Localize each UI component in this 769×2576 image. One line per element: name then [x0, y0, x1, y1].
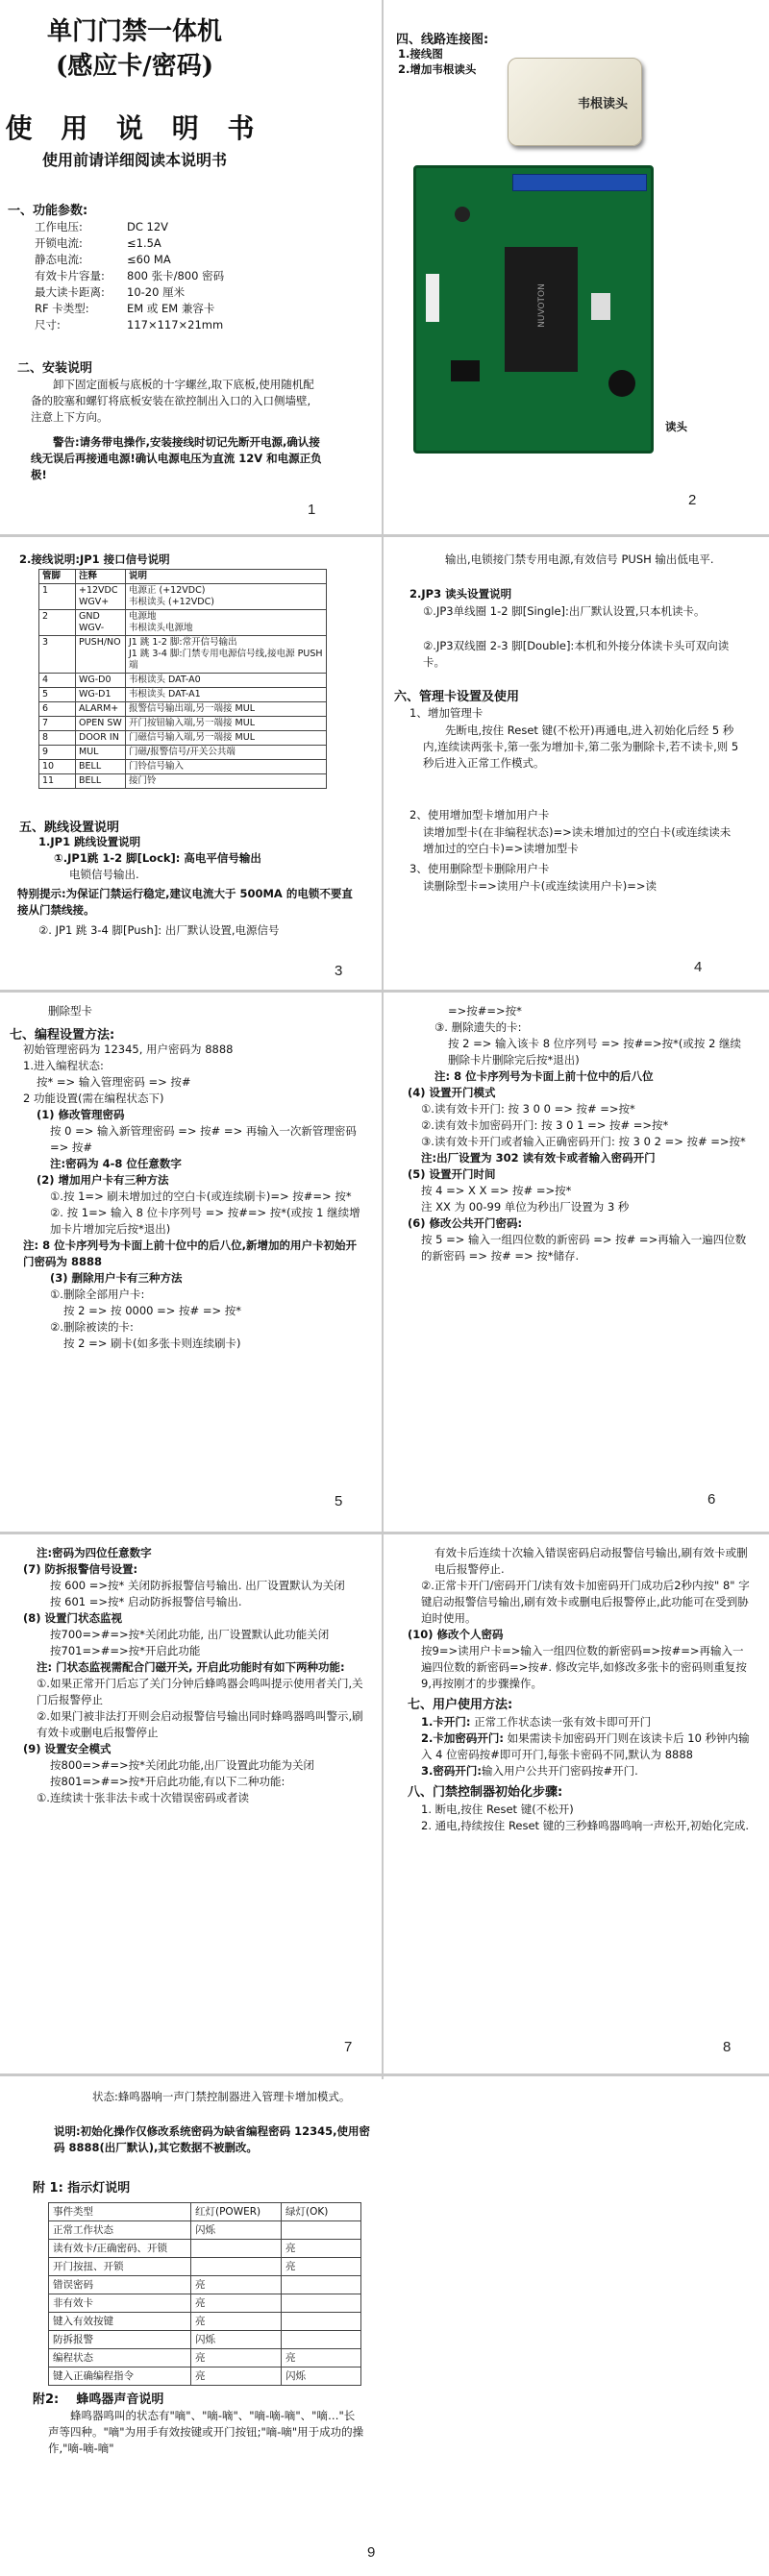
- indicator-table: [48, 2202, 361, 2386]
- table-row: [39, 584, 327, 610]
- table-cell: 亮: [282, 2240, 361, 2258]
- p7-text: (9) 设置安全模式: [23, 1742, 112, 1755]
- table-cell: 防拆报警: [49, 2331, 191, 2349]
- page-2: [384, 0, 769, 533]
- p5-text: 注: 8 位卡序列号为卡面上前十位中的后八位,新增加的用户卡初始开门密码为 8888: [23, 1239, 357, 1268]
- p7-text: 按700=>#=>按*关闭此功能, 出厂设置默认此功能关闭: [50, 1628, 330, 1641]
- p8-text: 1. 断电,按住 Reset 键(不松开): [421, 1803, 574, 1816]
- p4-line: 输出,电锁接门禁专用电源,有效信号 PUSH 输出低电平.: [445, 552, 714, 566]
- page-separator: [0, 2073, 769, 2076]
- p5-text: (1) 修改管理密码: [37, 1108, 125, 1121]
- p5-text: ②. 按 1=> 输入 8 位卡序列号 => 按#=> 按*(或按 1 继续增加卡片增加完后按*退出): [50, 1206, 360, 1236]
- table-row: [49, 2367, 361, 2386]
- pcb-photo: [413, 165, 654, 454]
- page-number: 9: [367, 2544, 376, 2561]
- table-row: [39, 674, 327, 688]
- reader-label: 韦根读头: [577, 97, 628, 111]
- page-number: 7: [344, 2039, 353, 2055]
- chip-label: NUVOTON: [537, 283, 547, 328]
- table-cell: 键入正确编程指令: [49, 2367, 191, 2386]
- table-cell: 亮: [191, 2313, 282, 2331]
- table-row: [39, 746, 327, 760]
- table-cell: 1: [39, 584, 76, 610]
- page-number: 3: [335, 963, 343, 979]
- page-number: 1: [308, 502, 316, 518]
- p6-text: (6) 修改公共开门密码:: [408, 1216, 523, 1230]
- table-cell: 门铃信号输入: [126, 760, 327, 774]
- p5-line: 删除型卡: [48, 1004, 92, 1018]
- section-jumper: 五、跳线设置说明: [19, 821, 120, 835]
- del-user-desc: 读删除型卡=>读用户卡(或连续读用户卡)=>读: [423, 879, 657, 893]
- p8-text: 有效卡后连续十次输入错误密码启动报警信号输出,刷有效卡或删电后报警停止.: [434, 1546, 748, 1576]
- usage-desc: 正常工作状态读一张有效卡即可开门: [470, 1715, 652, 1729]
- p9-note: 说明:初始化操作仅修改系统密码为缺省编程密码 12345,使用密码 8888(出厂默认),其它数据不被删改。: [54, 2124, 370, 2154]
- table-header-row: [49, 2203, 361, 2221]
- table-cell: GND WGV-: [76, 610, 126, 636]
- table-cell: 11: [39, 774, 76, 789]
- jumper-jp1-lock-desc: 电锁信号输出.: [69, 868, 139, 881]
- table-cell: MUL: [76, 746, 126, 760]
- page-number: 6: [707, 1491, 716, 1508]
- table-cell: 键入有效按键: [49, 2313, 191, 2331]
- appendix-1-title: 附 1: 指示灯说明: [33, 2181, 131, 2196]
- table-cell: OPEN SW: [76, 717, 126, 731]
- section-init: 八、门禁控制器初始化步骤:: [408, 1785, 563, 1800]
- section-user-usage: 七、用户使用方法:: [408, 1698, 513, 1712]
- table-cell: BELL: [76, 774, 126, 789]
- p9-status: 状态:蜂鸣器响一声门禁控制器进入管理卡增加模式。: [92, 2090, 351, 2103]
- table-cell: DOOR IN: [76, 731, 126, 746]
- table-cell: 闪烁: [282, 2367, 361, 2386]
- usage-label: 3.密码开门:: [421, 1764, 482, 1778]
- wiring-item-1: 1.接线图: [398, 47, 443, 61]
- add-user-title: 2、使用增加型卡增加用户卡: [409, 808, 550, 822]
- table-cell: 正常工作状态: [49, 2221, 191, 2240]
- p6-text: 注: 8 位卡序列号为卡面上前十位中的后八位: [434, 1069, 654, 1083]
- param-row: 工作电压: DC 12V: [35, 220, 169, 233]
- table-row: [39, 717, 327, 731]
- buzzer-desc: 蜂鸣器鸣叫的状态有"嘀"、"嘀-嘀"、"嘀-嘀-嘀"、"嘀…"长声等四种。"嘀"为用手有效按键或开门按钮;"嘀-嘀"用于成功的操作,"嘀-嘀-嘀": [48, 2409, 364, 2455]
- table-cell: WG-D0: [76, 674, 126, 688]
- page-number: 2: [688, 492, 697, 508]
- p7-text: 按701=>#=>按*开启此功能: [50, 1644, 201, 1657]
- table-cell: 韦根读头 DAT-A0: [126, 674, 327, 688]
- table-header-row: [39, 570, 327, 584]
- table-cell: PUSH/NO: [76, 636, 126, 674]
- table-row: [49, 2349, 361, 2367]
- p6-text: ①.读有效卡开门: 按 3 0 0 => 按# =>按*: [421, 1102, 635, 1116]
- table-header: 事件类型: [49, 2203, 191, 2221]
- param-row: 静态电流: ≤60 MA: [35, 253, 171, 266]
- section-install: 二、安装说明: [17, 361, 93, 376]
- table-cell: 8: [39, 731, 76, 746]
- install-text: 卸下固定面板与底板的十字螺丝,取下底板,使用随机配备的胶塞和螺钉将底板安装在欲控制出入口的入口侧墙壁,注意上下方向。: [31, 378, 314, 424]
- page-separator: [0, 990, 769, 993]
- table-cell: 2: [39, 610, 76, 636]
- p8-text: 2. 通电,持续按住 Reset 键的三秒蜂鸣器鸣响一声松开,初始化完成.: [421, 1819, 750, 1832]
- table-row: [49, 2294, 361, 2313]
- table-cell: 读有效卡/正确密码、开锁: [49, 2240, 191, 2258]
- p5-text: 按 0 => 输入新管理密码 => 按# => 再输入一次新管理密码 => 按#: [50, 1124, 357, 1154]
- param-row: 有效卡片容量: 800 张卡/800 密码: [35, 269, 225, 282]
- p5-text: ①.按 1=> 刷未增加过的空白卡(或连续刷卡)=> 按#=> 按*: [50, 1190, 352, 1203]
- section-programming: 七、编程设置方法:: [10, 1028, 115, 1043]
- p6-text: 注 XX 为 00-99 单位为秒出厂设置为 3 秒: [421, 1200, 630, 1214]
- table-cell: 4: [39, 674, 76, 688]
- p5-text: 按 2 => 按 0000 => 按# => 按*: [63, 1304, 242, 1317]
- p7-text: 按800=>#=>按*关闭此功能,出厂设置此功能为关闭: [50, 1758, 315, 1772]
- param-row: 开锁电流: ≤1.5A: [35, 236, 161, 250]
- wiring-table-title: 2.接线说明:JP1 接口信号说明: [19, 552, 170, 566]
- jp3-title: 2.JP3 读头设置说明: [409, 587, 512, 601]
- page-separator: [0, 534, 769, 537]
- p5-text: 初始管理密码为 12345, 用户密码为 8888: [23, 1043, 234, 1056]
- table-cell: 闪烁: [191, 2331, 282, 2349]
- page-8: [384, 1537, 769, 2071]
- table-row: [39, 760, 327, 774]
- table-row: [39, 688, 327, 702]
- page-5: [0, 995, 381, 1529]
- p5-text: (3) 删除用户卡有三种方法: [50, 1271, 183, 1285]
- title-subtitle: (感应卡/密码): [55, 52, 214, 81]
- table-cell: 非有效卡: [49, 2294, 191, 2313]
- p6-text: (5) 设置开门时间: [408, 1167, 496, 1181]
- programming-content-cont2: [23, 1545, 365, 1806]
- special-note: 特别提示:为保证门禁运行稳定,建议电流大于 500MA 的电锁不要直接从门禁线接。: [17, 887, 353, 917]
- table-header: 说明: [126, 570, 327, 584]
- reader-wire-label: 读头: [665, 420, 687, 433]
- p5-text: 注:密码为 4-8 位任意数字: [50, 1157, 182, 1170]
- jp3-double: ②.JP3双线圈 2-3 脚[Double]:本机和外接分体读卡头可双向读卡。: [423, 639, 730, 669]
- table-cell: +12VDC WGV+: [76, 584, 126, 610]
- p6-text: 按 2 => 输入该卡 8 位序列号 => 按#=>按*(或按 2 继续删除卡片删除完后按*退出): [448, 1037, 742, 1067]
- page-4: [384, 540, 769, 987]
- page-9: [0, 2079, 769, 2576]
- p6-text: 按 4 => X X => 按# =>按*: [421, 1184, 572, 1197]
- table-row: [49, 2313, 361, 2331]
- chip-small: [451, 360, 480, 381]
- table-cell: 报警信号输出端,另一端接 MUL: [126, 702, 327, 717]
- p7-text: (7) 防拆报警信号设置:: [23, 1562, 138, 1576]
- page-number: 5: [335, 1493, 343, 1509]
- table-cell: 开门按钮输入端,另一端接 MUL: [126, 717, 327, 731]
- p8-text: [408, 1714, 750, 1730]
- param-row: 尺寸: 117×117×21mm: [35, 318, 224, 331]
- table-cell: 亮: [282, 2258, 361, 2276]
- title-manual: 使 用 说 明 书: [5, 112, 264, 144]
- table-header: 绿灯(OK): [282, 2203, 361, 2221]
- table-cell: 亮: [191, 2294, 282, 2313]
- table-cell: 开门按扭、开锁: [49, 2258, 191, 2276]
- warning-text: 警告:请务带电操作,安装接线时切记先断开电源,确认接线无误后再接通电源!确认电源电压为直流 12V 和电源正负极!: [31, 435, 322, 481]
- table-row: [49, 2331, 361, 2349]
- page-number: 8: [723, 2039, 732, 2055]
- programming-content-cont: [408, 1003, 750, 1264]
- p7-text: (8) 设置门状态监视: [23, 1611, 123, 1625]
- table-row: [39, 774, 327, 789]
- p5-text: 1.进入编程状态:: [23, 1059, 104, 1072]
- table-cell: BELL: [76, 760, 126, 774]
- table-row: [49, 2221, 361, 2240]
- p8-text: 按9=>读用户卡=>输入一组四位数的新密码=>按#=>再输入一遍四位数的新密码=>按#. 修改完毕,如修改多张卡的密码则重复按9,再按刚才的步骤操作。: [421, 1644, 747, 1690]
- table-row: [39, 636, 327, 674]
- table-cell: J1 跳 1-2 脚:常开信号输出 J1 跳 3-4 脚:门禁专用电源信号线,接电源 PUSH 端: [126, 636, 327, 674]
- p6-text: ③. 删除遗失的卡:: [434, 1020, 522, 1034]
- param-row: RF 卡类型: EM 或 EM 兼容卡: [35, 302, 215, 315]
- chip: [505, 247, 578, 372]
- table-cell: 10: [39, 760, 76, 774]
- page-separator: [0, 1532, 769, 1534]
- p7-text: 按801=>#=>按*开启此功能,有以下二种功能:: [50, 1775, 285, 1788]
- led: [455, 207, 470, 222]
- params-list: [35, 219, 275, 333]
- p5-text: ①.删除全部用户卡:: [50, 1288, 145, 1301]
- table-cell: 门磁/报警信号/开关公共端: [126, 746, 327, 760]
- table-header: 注释: [76, 570, 126, 584]
- page8-content: [408, 1545, 750, 1834]
- table-cell: [282, 2331, 361, 2349]
- usage-label: 2.卡加密码开门:: [421, 1731, 504, 1745]
- param-row: 最大读卡距离: 10-20 厘米: [35, 285, 186, 299]
- table-cell: 错误密码: [49, 2276, 191, 2294]
- page-number: 4: [694, 959, 703, 975]
- p8-text: [408, 1763, 750, 1779]
- p8-text: ②.正常卡开门/密码开门/读有效卡加密码开门成功后2秒内按" 8" 字键启动报警信号输出,刷有效卡或删电后报警停止,此功能可在受到胁迫时使用。: [421, 1579, 750, 1625]
- page-1: [0, 0, 381, 533]
- table-cell: 电源地 韦根读头电源地: [126, 610, 327, 636]
- add-user-desc: 读增加型卡(在非编程状态)=>读未增加过的空白卡(或连续读未增加过的空白卡)=>读增加型卡: [423, 825, 732, 855]
- table-row: [49, 2276, 361, 2294]
- table-cell: 韦根读头 DAT-A1: [126, 688, 327, 702]
- jumper-jp1-lock: ①.JP1跳 1-2 脚[Lock]: 高电平信号输出: [54, 851, 261, 865]
- p8-text: [408, 1730, 750, 1763]
- section-admin-card: 六、管理卡设置及使用: [394, 690, 520, 704]
- p7-text: 注: 门状态监视需配合门磁开关, 开启此功能时有如下两种功能:: [37, 1660, 345, 1674]
- del-user-title: 3、使用删除型卡删除用户卡: [409, 862, 550, 875]
- p5-text: ②.删除被读的卡:: [50, 1320, 134, 1334]
- p5-text: 按 2 => 刷卡(如多张卡则连续刷卡): [63, 1337, 241, 1350]
- p7-text: 注:密码为四位任意数字: [37, 1546, 152, 1559]
- table-cell: [282, 2221, 361, 2240]
- p6-text: 按 5 => 输入一组四位数的新密码 => 按# =>再输入一遍四位数的新密码 => 按# => 按*储存.: [421, 1233, 747, 1263]
- table-cell: 接门铃: [126, 774, 327, 789]
- table-cell: [282, 2294, 361, 2313]
- p5-text: 按* => 输入管理密码 => 按#: [37, 1075, 191, 1089]
- p5-text: 2 功能设置(需在编程状态下): [23, 1092, 164, 1105]
- p7-text: 按 601 =>按* 启动防拆报警信号输出.: [50, 1595, 242, 1608]
- p7-text: 按 600 =>按* 关闭防拆报警信号输出. 出厂设置默认为关闭: [50, 1579, 345, 1592]
- usage-desc: 如果需读卡加密码开门则在该读卡后 10 秒钟内输入 4 位密码按#即可开门,每张卡密码不同,默认为 8888: [421, 1731, 750, 1761]
- table-cell: 编程状态: [49, 2349, 191, 2367]
- jp3-single: ①.JP3单线圈 1-2 脚[Single]:出厂默认设置,只本机读卡。: [423, 604, 706, 618]
- table-cell: 门磁信号输入端,另一端接 MUL: [126, 731, 327, 746]
- buzzer: [608, 370, 635, 397]
- wiring-item-2: 2.增加韦根读头: [398, 62, 477, 76]
- p6-text: ②.读有效卡加密码开门: 按 3 0 1 => 按# =>按*: [421, 1118, 669, 1132]
- table-cell: [282, 2276, 361, 2294]
- p8-text: (10) 修改个人密码: [408, 1628, 504, 1641]
- connector-left: [426, 274, 439, 322]
- table-row: [39, 731, 327, 746]
- table-cell: 闪烁: [191, 2221, 282, 2240]
- table-cell: 亮: [191, 2276, 282, 2294]
- section-params: 一、功能参数:: [8, 204, 88, 218]
- p6-text: ③.读有效卡开门或者输入正确密码开门: 按 3 0 2 => 按# =>按*: [421, 1135, 746, 1148]
- table-header: 红灯(POWER): [191, 2203, 282, 2221]
- reader-photo: [508, 58, 642, 146]
- usage-desc: 输入用户公共开门密码按#开门.: [481, 1764, 638, 1778]
- p5-text: (2) 增加用户卡有三种方法: [37, 1173, 169, 1187]
- table-row: [39, 702, 327, 717]
- p6-text: =>按#=>按*: [448, 1004, 522, 1018]
- page-6: [384, 995, 769, 1529]
- title-product: 单门门禁一体机: [46, 17, 222, 46]
- jumper-jp1-push: ②. JP1 跳 3-4 脚[Push]: 出厂默认设置,电源信号: [38, 923, 280, 937]
- table-row: [49, 2240, 361, 2258]
- p6-text: 注:出厂设置为 302 读有效卡或者输入密码开门: [421, 1151, 656, 1165]
- programming-content: [23, 1042, 365, 1352]
- title-read-first: 使用前请详细阅读本说明书: [41, 151, 227, 169]
- table-cell: 3: [39, 636, 76, 674]
- table-cell: 电源正 (+12VDC) 韦根读头 (+12VDC): [126, 584, 327, 610]
- table-header: 管脚: [39, 570, 76, 584]
- appendix-2-title: 附2: 蜂鸣器声音说明: [33, 2392, 164, 2407]
- table-cell: 5: [39, 688, 76, 702]
- table-cell: 9: [39, 746, 76, 760]
- jumper-jp1-title: 1.JP1 跳线设置说明: [38, 835, 141, 848]
- table-cell: WG-D1: [76, 688, 126, 702]
- table-row: [49, 2258, 361, 2276]
- table-cell: [282, 2313, 361, 2331]
- table-cell: 亮: [191, 2349, 282, 2367]
- jumper: [591, 293, 610, 320]
- page-7: [0, 1537, 381, 2071]
- p7-text: ①.如果正常开门后忘了关门分钟后蜂鸣器会鸣叫提示使用者关门,关门后报警停止: [37, 1677, 363, 1706]
- usage-label: 1.卡开门:: [421, 1715, 471, 1729]
- table-cell: 亮: [282, 2349, 361, 2367]
- table-cell: [191, 2240, 282, 2258]
- admin-add-title: 1、增加管理卡: [409, 706, 484, 720]
- table-cell: 7: [39, 717, 76, 731]
- p7-text: ①.连续读十张非法卡或十次错误密码或者读: [37, 1791, 249, 1804]
- table-cell: 6: [39, 702, 76, 717]
- terminal-block: [512, 174, 647, 191]
- p7-text: ②.如果门被非法打开则会启动报警信号输出同时蜂鸣器鸣叫警示,刷有效卡或删电后报警停止: [37, 1709, 363, 1739]
- page-3: [0, 540, 381, 987]
- table-cell: ALARM+: [76, 702, 126, 717]
- section-wiring: 四、线路连接图:: [396, 33, 489, 47]
- admin-add-desc: 先断电,按住 Reset 键(不松开)再通电,进入初始化后经 5 秒内,连续读两张卡,第一张为增加卡,第二张为删除卡,若不读卡,则 5 秒后进入正常工作模式。: [423, 724, 739, 770]
- table-cell: [191, 2258, 282, 2276]
- table-row: [39, 610, 327, 636]
- table-cell: 亮: [191, 2367, 282, 2386]
- wiring-table: [38, 569, 327, 789]
- p6-text: (4) 设置开门模式: [408, 1086, 496, 1099]
